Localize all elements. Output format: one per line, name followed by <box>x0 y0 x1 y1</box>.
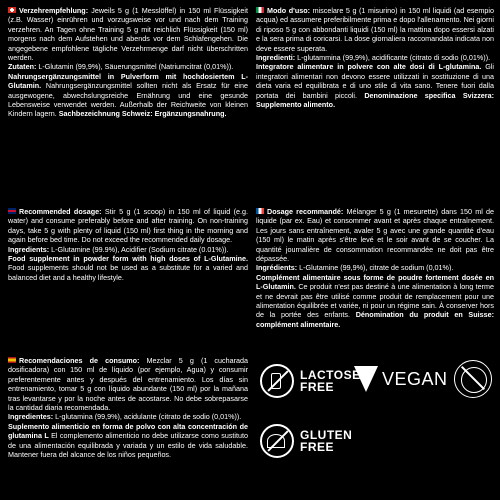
es-ingredients: L-glutamina (99,9%), acidulante (citrato de sodio (0,01%)). <box>53 412 242 422</box>
it-heading: Modo d'uso: <box>267 6 310 15</box>
it-body: miscelare 5 g (1 misurino) in 150 ml liquidi (ad esempio acqua) ed assumere preferibilmente prima e dopo l'allenamento. Nei giorni di riposo 5 g con abbondanti liquidi (150 ml) la mattina dopo essersi alzati e la sera prima di coricarsi. La dose giornaliera raccomandata indicata non deve essere superata. <box>256 6 494 53</box>
de-heading: Verzehrempfehlung: <box>19 6 89 15</box>
es-body: Mezclar 5 g (1 cucharada dosificadora) con 150 ml de líquido (por ejemplo, Agua) y consumir preferentemente antes y después del entrenamiento. Los días sin entrenamiento, tomar 5 g con líquido abundante (150 ml) por la mañana tras levantarse y por la noche antes de acostarse. No debe sobrepasarse la cantidad diaria recomendada. <box>8 356 248 413</box>
it-designation: Denominazione specifica Svizzera: Supplemento alimento. <box>256 90 494 110</box>
badges-area <box>258 360 498 500</box>
fr-ingredients: L-Glutamine (99,9%), citrate de sodium (0,01%). <box>297 263 454 273</box>
section-de-text <box>8 6 248 119</box>
de-food-label: Nahrungsergänzungsmittel in Pulverform mit hochdosiertem L-Glutamin. <box>8 71 248 91</box>
en-heading: Recommended dosage: <box>19 207 102 216</box>
swiss-flag-icon <box>8 7 16 13</box>
gluten-free-badge <box>260 424 352 458</box>
en-ingredients-label: Ingredients: <box>8 244 50 254</box>
it-ingredients-label: Ingredienti: <box>256 53 296 63</box>
lactose-free-badge <box>260 364 361 398</box>
fr-body: Mélanger 5 g (1 mesurette) dans 150 ml de liquide (par ex. Eau) et consommer avant et après chaque entraînement. Les jours sans entraînement, avaler 5 g avec une grande quantité d'eau (150 ml) le matin après s'être levé et le soir avant de se coucher. La quantité journalière de consommation recommandée ne doit pas être dépassée. <box>256 207 494 264</box>
milk-bottle-crossed-icon <box>260 364 294 398</box>
de-food: Nahrungsergänzungsmittel sollten nicht als Ersatz für eine ausgewogene, abwechslungsreiche Ernährung und eine gesunde Lebensweise verwendet werden. Außerhalb der Reichweite von kleinen Kindern lagern. <box>8 81 248 119</box>
italian-flag-icon <box>256 7 264 13</box>
de-body: Jeweils 5 g (1 Messlöffel) in 150 ml Flüssigkeit (z.B. Wasser) einrühren und vorzugsweise vor und nach dem Training verzehren. An Tagen ohne Training 5 g mit reichlich Flüssigkeit (150 ml) morgens nach dem Aufstehen und abends vor dem Schlafengehen. Die angegebene empfohlene tägliche Verzehrmenge darf nicht überschritten werden. <box>8 6 248 63</box>
section-en-text <box>8 207 248 282</box>
lactose-free-label <box>300 369 361 393</box>
it-food-label: Integratore alimentare in polvere con alte dosi di L-glutamina. <box>256 62 482 72</box>
vegan-badge <box>354 366 448 392</box>
wheat-crossed-icon <box>260 424 294 458</box>
vegan-v-leaf-icon <box>354 366 378 392</box>
section-fr-text <box>256 207 494 329</box>
gmo-free-icon <box>454 360 492 398</box>
de-ingredients: L-Glutamin (99,9%), Säuerungsmittel (Natriumcitrat (0,01%)). <box>36 62 234 72</box>
section-de <box>8 6 248 119</box>
fr-ingredients-label: Ingrédients: <box>256 263 298 273</box>
fr-food: Ce produit n'est pas destiné à une alimentation à long terme et ne devrait pas être utilisé comme produit de remplacement pour une alimentation équilibrée et variée, ni pour un régime sain. À conserver hors de la portée des enfants. <box>256 282 494 320</box>
lactose-text: LACTOSE FREE <box>300 368 361 394</box>
section-es-text <box>8 356 248 459</box>
section-en <box>8 207 248 282</box>
uk-flag-icon <box>8 208 16 214</box>
de-ingredients-label: Zutaten: <box>8 62 37 72</box>
en-food-label: Food supplement in powder form with high doses of L-Glutamine. <box>8 254 248 264</box>
fr-heading: Dosage recommandé: <box>267 207 344 216</box>
fr-designation: Dénomination du produit en Suisse: complément alimentaire. <box>256 310 495 329</box>
fr-food-label: Complément alimentaire sous forme de poudre fortement dosée en L-Glutamin. <box>256 272 494 292</box>
en-food: Food supplements should not be used as a substitute for a varied and balanced diet and a healthy lifestyle. <box>8 263 248 282</box>
section-fr <box>256 207 494 329</box>
vegan-label: VEGAN <box>382 369 448 389</box>
it-food: Gli integratori alimentari non devono essere utilizzati in sostituzione di una dieta varia ed equilibrata e di uno stile di vita sano. Tenere fuori dalla portata dei bambini piccoli. <box>256 62 494 100</box>
es-food: El complemento alimenticio no debe utilizarse como sustituto de una alimentación equilibrada y variada y un estilo de vida saludable. Mantener fuera del alcance de los niños pequeños. <box>8 431 248 460</box>
french-flag-icon <box>256 208 264 214</box>
section-es <box>8 356 248 459</box>
section-it-text <box>256 6 494 109</box>
de-designation: Sachbezeichnung Schweiz: Ergänzungsnahrung. <box>56 109 227 119</box>
es-ingredients-label: Ingredientes: <box>8 412 54 422</box>
en-ingredients: L-Glutamine (99.9%), Acidifier (Sodium citrate (0.01%)). <box>49 244 229 254</box>
es-food-label: Suplemento alimenticio en forma de polvo con alta concentración de glutamina L <box>8 421 248 441</box>
it-ingredients: L-glutammina (99,9%), acidificante (citrato di sodio (0,01%)). <box>295 53 491 63</box>
en-body: Stir 5 g (1 scoop) in 150 ml of liquid (e.g. water) and consume preferably before and after training. On non-training days, take 5 g with plenty of liquid (150 ml) first thing in the morning and again before bed time. Do not exceed the recommended daily dosage. <box>8 207 248 245</box>
gluten-free-label: GLUTEN FREE <box>300 428 353 454</box>
section-it <box>256 6 494 109</box>
spanish-flag-icon <box>8 357 16 363</box>
gmo-free-badge <box>454 360 492 398</box>
es-heading: Recomendaciones de consumo: <box>19 356 140 365</box>
